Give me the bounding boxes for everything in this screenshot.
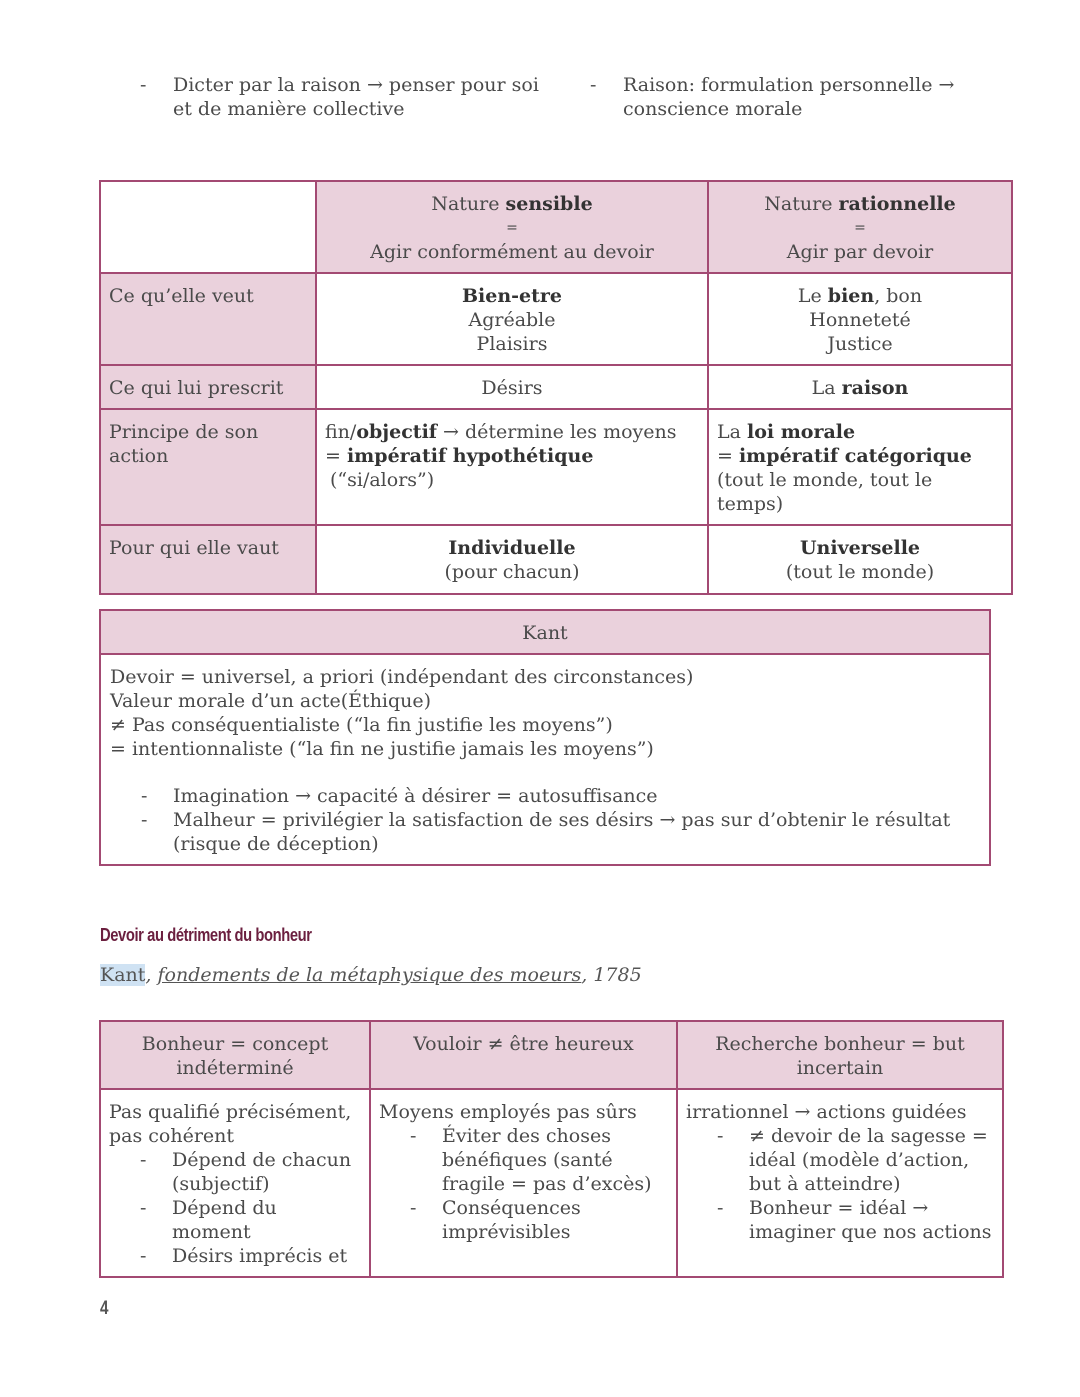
kant-bullet: - Imagination → capacité à désirer = autosuffisance [141,785,658,807]
cite-year: , 1785 [581,964,642,986]
cell-principe-rationnelle: La loi morale = impératif catégorique (tout le monde, tout le temps) [708,409,1012,525]
kant-line: Devoir = universel, a priori (indépendant des circonstances) [110,666,694,688]
kant-line: = intentionnaliste (“la fin ne justifie jamais les moyens”) [110,738,654,760]
list-item: - Désirs imprécis et [140,1245,348,1267]
bonheur-cell-3: irrationnel → actions guidées - ≠ devoir de la sagesse = idéal (modèle d’action, but à atteindre) - Bonheur = idéal → imaginer que nos actions [677,1089,1003,1277]
kant-box-body [100,654,990,865]
row-label-prescrit: Ce qui lui prescrit [100,365,316,409]
cell-principe-sensible: fin/objectif → détermine les moyens = impératif hypothétique (“si/alors”) [316,409,708,525]
cell-veut-rationnelle: Le bien, bon Honneteté Justice [708,273,1012,365]
cell-vaut-rationnelle: Universelle (tout le monde) [708,525,1012,594]
top-note-left-line1: Dicter par la raison → penser pour soi [173,74,539,96]
header-nature-rationnelle: Nature rationnelle = Agir par devoir [708,181,1012,273]
list-item: - Bonheur = idéal → imaginer que nos actions [717,1197,992,1243]
cell-prescrit-sensible: Désirs [316,365,708,409]
kant-bullet: - Malheur = privilégier la satisfaction de ses désirs → pas sur d’obtenir le résultat (risque de déception) [141,809,951,855]
cell-prescrit-rationnelle: La raison [708,365,1012,409]
list-item: - ≠ devoir de la sagesse = idéal (modèle d’action, but à atteindre) [717,1125,988,1195]
header-nature-sensible: Nature sensible = Agir conformément au devoir [316,181,708,273]
bullet-dash: - [140,74,147,96]
top-note-right-line2: conscience morale [623,98,803,120]
top-note-right [590,73,1010,121]
list-item: - Dépend du moment [140,1197,277,1243]
kant-line: ≠ Pas conséquentialiste (“la fin justifie les moyens”) [110,714,613,736]
bonheur-header-1: Bonheur = concept indéterminé [100,1021,370,1089]
top-note-left-line2: et de manière collective [173,98,405,120]
corner-cell [100,181,316,273]
bonheur-table [99,1020,1004,1278]
bonheur-cell-2: Moyens employés pas sûrs - Éviter des choses bénéfiques (santé fragile = pas d’excès) - Conséquences imprévisibles [370,1089,677,1277]
cite-author: Kant [100,964,146,986]
kant-box [99,609,991,866]
list-item: - Conséquences imprévisibles [410,1197,581,1243]
nature-table [99,180,1013,595]
cell-veut-sensible: Bien-etre Agréable Plaisirs [316,273,708,365]
bonheur-header-3: Recherche bonheur = but incertain [677,1021,1003,1089]
bonheur-cell-1: Pas qualifié précisément, pas cohérent - Dépend de chacun (subjectif) - Dépend du moment - Désirs imprécis et [100,1089,370,1277]
kant-line: Valeur morale d’un acte(Éthique) [110,690,432,712]
list-item: - Éviter des choses bénéfiques (santé fragile = pas d’excès) [410,1125,652,1195]
list-item: - Dépend de chacun (subjectif) [140,1149,352,1195]
top-note-right-line1: Raison: formulation personnelle → [623,74,955,96]
bonheur-header-2: Vouloir ≠ être heureux [370,1021,677,1089]
page-number: 4 [100,1298,109,1319]
bullet-dash: - [590,74,597,96]
kant-box-title: Kant [100,610,990,654]
row-label-principe: Principe de son action [100,409,316,525]
cite-title[interactable]: fondements de la métaphysique des moeurs [157,964,582,986]
top-note-left [140,73,560,121]
cell-vaut-sensible: Individuelle (pour chacun) [316,525,708,594]
section-heading: Devoir au détriment du bonheur [100,925,312,945]
citation: Kant, fondements de la métaphysique des moeurs, 1785 [100,964,642,986]
row-label-veut: Ce qu’elle veut [100,273,316,365]
row-label-vaut: Pour qui elle vaut [100,525,316,594]
